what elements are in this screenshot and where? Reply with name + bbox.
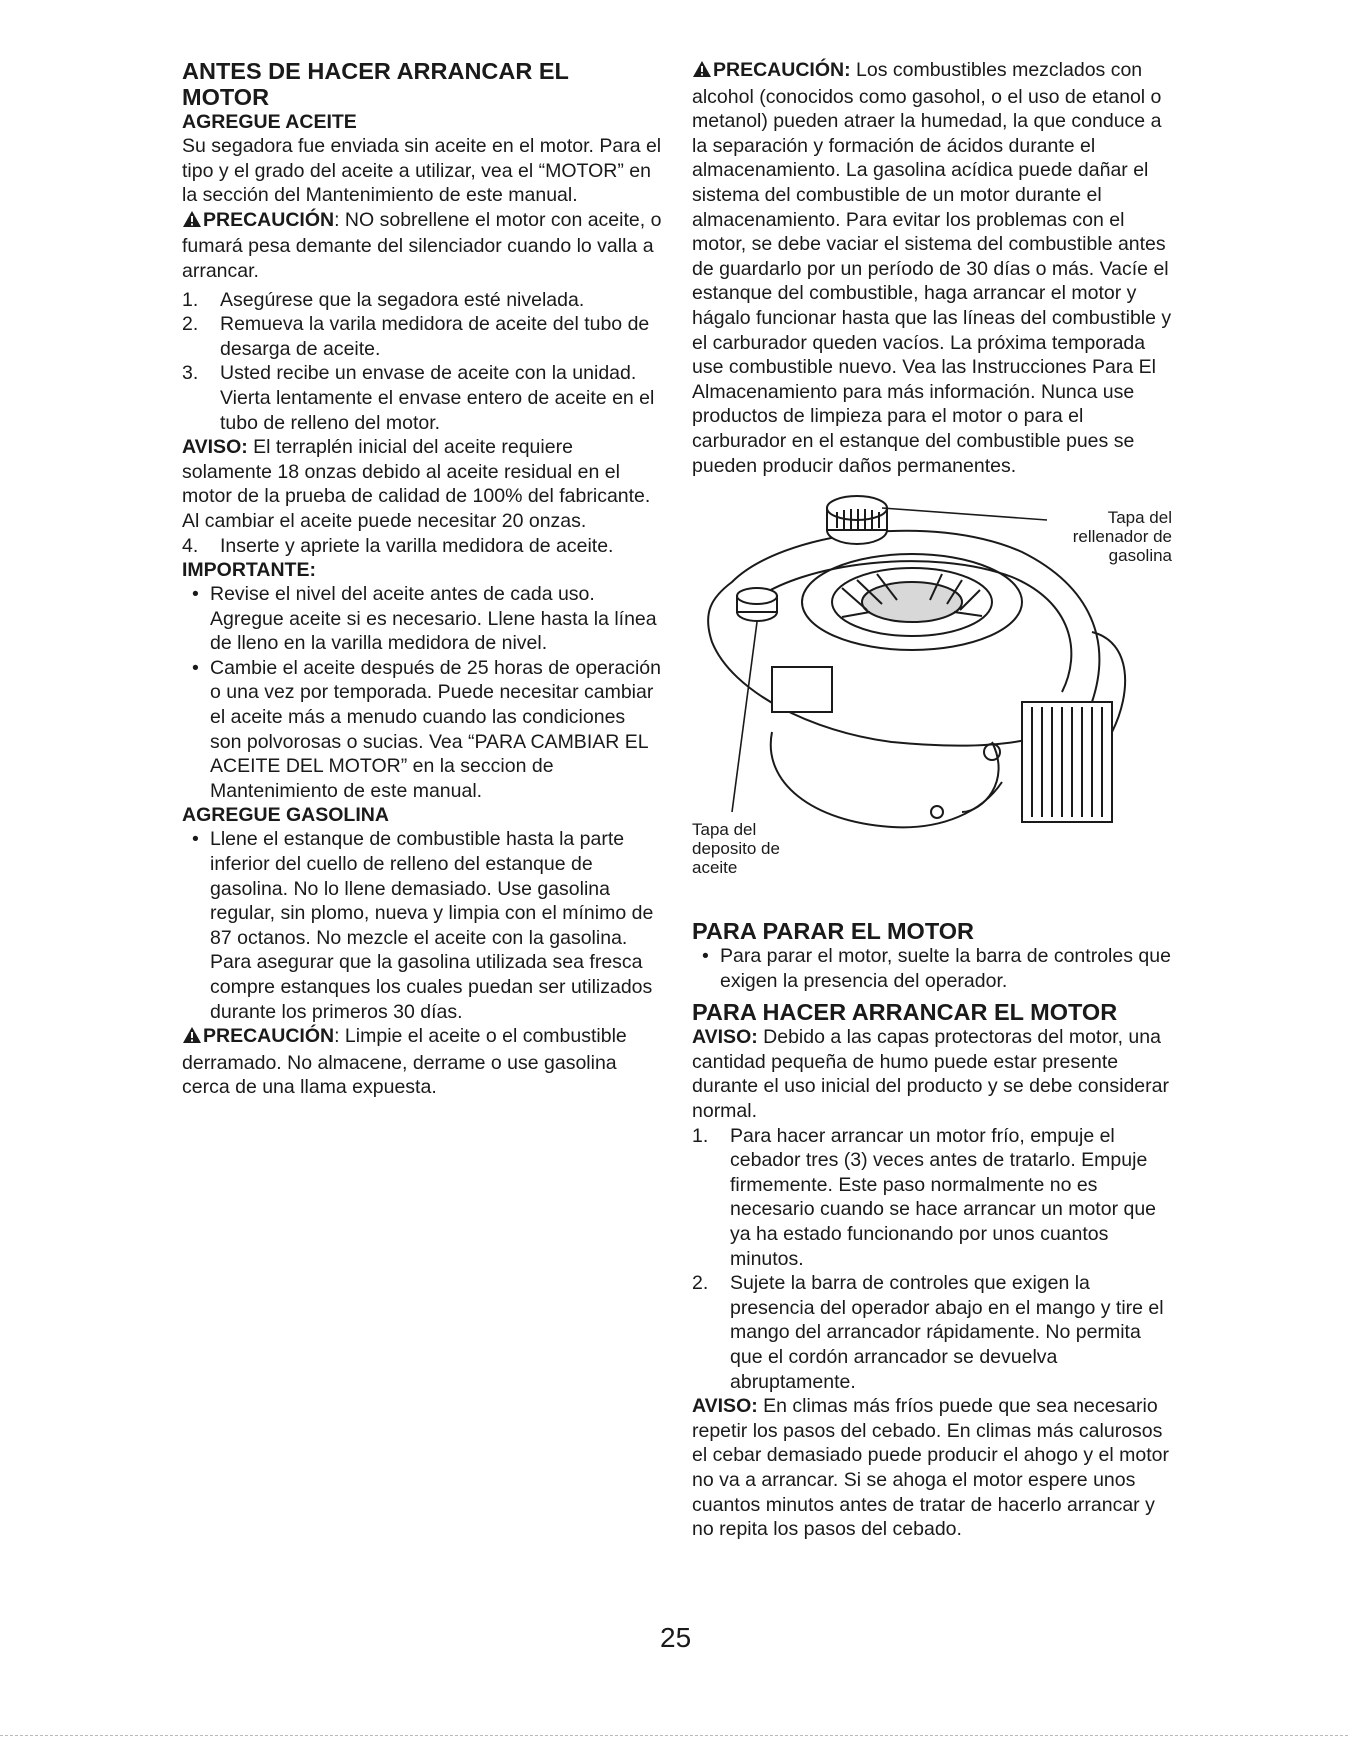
start-notice-2 xyxy=(692,1394,1172,1542)
warning-triangle-icon xyxy=(692,60,712,85)
caution-label: PRECAUCIÓN xyxy=(203,1025,335,1048)
list-item xyxy=(182,656,662,804)
step-number: 2. xyxy=(692,1272,709,1295)
oil-intro: Su segadora fue enviada sin aceite en el motor. Para el tipo y el grado del aceite a utilizar, vea el “MOTOR” en la sección del Mantenimiento de este manual. xyxy=(182,135,662,207)
list-item xyxy=(182,827,662,1024)
list-item xyxy=(182,534,662,559)
notice-label: AVISO: xyxy=(692,1026,758,1049)
engine-illustration xyxy=(692,492,1172,912)
fuel-alcohol-caution xyxy=(692,58,1172,478)
page-bottom-rule xyxy=(0,1735,1348,1736)
list-item xyxy=(182,312,662,361)
right-column xyxy=(692,58,1172,1542)
notice-label: AVISO: xyxy=(692,1395,758,1418)
caution-label: PRECAUCIÓN xyxy=(203,208,335,231)
notice-text: El terraplén inicial del aceite requiere solamente 18 onzas debido al aceite residual en el motor de la prueba de calidad de 100% del fabricante. Al cambiar el aceite puede necesitar 20 onzas. xyxy=(182,436,651,532)
bullet-icon: • xyxy=(192,656,199,679)
notice-text: Debido a las capas protectoras del motor, una cantidad pequeña de humo puede estar presente durante el uso inicial del producto y se debe considerar normal. xyxy=(692,1026,1169,1123)
important-label: IMPORTANTE: xyxy=(182,559,316,582)
start-notice xyxy=(692,1025,1172,1123)
caution-text: : NO sobrellene el motor con aceite, o fumará pesa demante del silenciador cuando lo valla a arrancar. xyxy=(182,208,662,282)
oil-caution xyxy=(182,208,662,284)
page-number: 25 xyxy=(660,1622,692,1653)
section-heading-start: PARA HACER ARRANCAR EL MOTOR xyxy=(692,999,1118,1026)
bullet-text: Cambie el aceite después de 25 horas de operación o una vez por temporada. Puede necesitar cambiar el aceite más a menudo cuando las condiciones son polvorosas o sucias. Vea “PARA CAMBIAR EL ACEITE DEL MOTOR” en la seccion de Mantenimiento de este manual. xyxy=(210,656,661,802)
section-heading-stop: PARA PARAR EL MOTOR xyxy=(692,918,975,945)
subheading-add-oil: AGREGUE ACEITE xyxy=(182,111,357,133)
list-item xyxy=(692,1271,1172,1394)
start-steps xyxy=(692,1124,1172,1395)
step-text: Remueva la varila medidora de aceite del tubo de desarga de aceite. xyxy=(220,313,650,360)
warning-triangle-icon xyxy=(182,1026,202,1051)
bullet-text: Para parar el motor, suelte la barra de controles que exigen la presencia del operador. xyxy=(720,945,1171,992)
list-item xyxy=(182,582,662,656)
fuel-caution xyxy=(182,1024,662,1100)
step-number: 1. xyxy=(182,288,199,311)
step-text: Usted recibe un envase de aceite con la unidad. Vierta lentamente el envase entero de aceite en el tubo de relleno del motor. xyxy=(220,362,655,434)
caution-text: : Limpie el aceite o el combustible derramado. No almacene, derrame o use gasolina cerca de una llama expuesta. xyxy=(182,1025,627,1099)
oil-step-4 xyxy=(182,534,662,559)
caution-label: PRECAUCIÓN: xyxy=(713,59,851,81)
step-number: 3. xyxy=(182,362,199,385)
left-column xyxy=(182,58,662,1100)
list-item xyxy=(182,361,662,435)
list-item xyxy=(692,944,1172,993)
list-item xyxy=(182,288,662,313)
bullet-icon: • xyxy=(702,945,709,968)
step-text: Asegúrese que la segadora esté nivelada. xyxy=(220,288,585,311)
list-item xyxy=(692,1124,1172,1272)
important-list xyxy=(182,582,662,803)
caution-text: Los combustibles mezclados con alcohol (conocidos como gasohol, o el uso de etanol o metanol) pueden atraer la humedad, la que conduce a la separación y formación de ácidos durante el almacenamiento. La gasolina acídica puede dañar el sistema del combustible de un motor durante el almacenamiento. Para evitar los problemas con el motor, se debe vaciar el sistema del combustible antes de guardarlo por un período de 30 días o más. Vacíe el estanque del combustible, haga arrancar el motor y hágalo funcionar hasta que las líneas del combustible y el carburador queden vacíos. La próxima temporada use combustible nuevo. Vea las Instrucciones Para El Almacenamiento para más información. Nunca use productos de limpieza para el motor o para el carburador en el estanque del combustible pues se pueden producir daños permanentes. xyxy=(692,59,1172,477)
step-number: 4. xyxy=(182,534,199,557)
notice-label: AVISO: xyxy=(182,436,248,459)
subheading-add-fuel: AGREGUE GASOLINA xyxy=(182,804,389,827)
section-heading-before-start: ANTES DE HACER ARRANCAR EL MOTOR xyxy=(182,58,569,110)
step-text: Para hacer arrancar un motor frío, empuje el cebador tres (3) veces antes de tratarlo. Empuje firmemente. Este paso normalmente no es necesario cuando se hace arrancar un motor que ya ha estado funcionando por unos cuantos minutos. xyxy=(730,1124,1157,1270)
step-text: Sujete la barra de controles que exigen la presencia del operador abajo en el mango y tire el mango del arrancador rápidamente. No permita que el cordón arrancador se devuelva abruptamente. xyxy=(730,1272,1164,1393)
bullet-text: Revise el nivel del aceite antes de cada uso. Agregue aceite si es necesario. Llene hasta la línea de lleno en la varilla medidora de nivel. xyxy=(210,583,657,655)
oil-steps xyxy=(182,288,662,436)
oil-cap-callout: Tapa del deposito de aceite xyxy=(692,820,780,878)
step-number: 1. xyxy=(692,1124,709,1147)
notice-text: En climas más fríos puede que sea necesario repetir los pasos del cebado. En climas más calurosos el cebar demasiado puede producir el ahogo y el motor no va a arrancar. Si se ahoga el motor espere unos cuantos minutos antes de tratar de hacerlo arrancar y no repita los pasos del cebado. xyxy=(692,1395,1169,1541)
bullet-icon: • xyxy=(192,583,199,606)
fuel-list xyxy=(182,827,662,1024)
bullet-text: Llene el estanque de combustible hasta la parte inferior del cuello de relleno del estanque de gasolina. No lo llene demasiado. Use gasolina regular, sin plomo, nueva y limpia con el mínimo de 87 octanos. No mezcle el aceite con la gasolina. Para asegurar que la gasolina utilizada sea fresca compre estanques los cuales puedan ser utilizados durante los primeros 30 días. xyxy=(210,828,654,1023)
step-number: 2. xyxy=(182,313,199,336)
fuel-cap-callout: Tapa del rellenador de gasolina xyxy=(1072,508,1172,566)
bullet-icon: • xyxy=(192,828,199,851)
oil-notice xyxy=(182,435,662,533)
step-text: Inserte y apriete la varilla medidora de aceite. xyxy=(220,534,614,557)
stop-list xyxy=(692,944,1172,993)
warning-triangle-icon xyxy=(182,210,202,235)
